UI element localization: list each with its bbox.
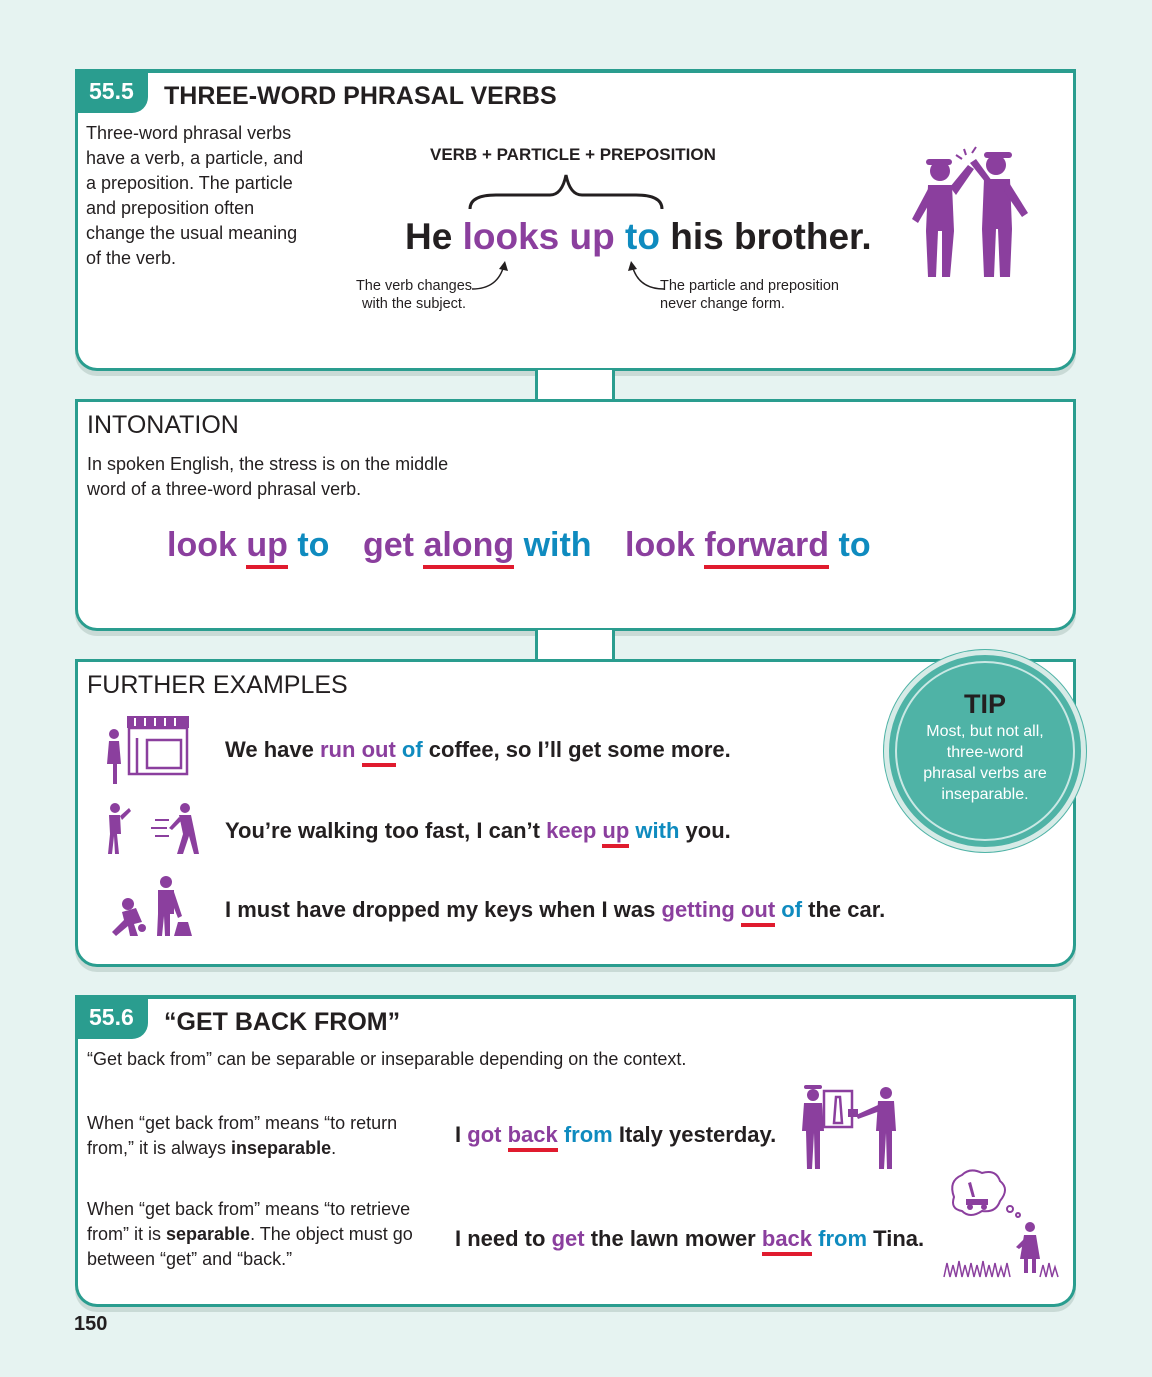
example-sentence <box>405 216 872 258</box>
intonation-panel <box>75 399 1076 631</box>
tip-text: Most, but not all, three-word phrasal verbs are inseparable. <box>923 723 1047 803</box>
gb-example-2-after: Tina. <box>873 1226 925 1251</box>
gb-example-2-verb: get <box>551 1226 585 1251</box>
example-3-before: I must have dropped my keys when I was <box>225 897 656 922</box>
gb-example-2-particle: back <box>762 1226 812 1256</box>
dropped-keys-icon <box>108 876 198 938</box>
phrase-2-particle: along <box>423 526 514 569</box>
example-2-after: you. <box>685 818 731 843</box>
gb-example-2-before: I need to <box>455 1226 546 1251</box>
section-number-55-5: 55.5 <box>75 69 148 113</box>
intonation-title: INTONATION <box>87 411 239 439</box>
page-number: 150 <box>74 1313 108 1335</box>
gb-example-1-preposition: from <box>563 1122 613 1147</box>
gb-example-1-verb: got <box>467 1122 502 1147</box>
example-1-particle: out <box>362 737 396 767</box>
connector-1 <box>535 370 615 402</box>
walking-people-icon <box>103 802 203 858</box>
section-intro-55-6: “Get back from” can be separable or inseparable depending on the context. <box>87 1049 687 1069</box>
example-particle: up <box>569 216 615 257</box>
further-examples-title: FURTHER EXAMPLES <box>87 671 348 699</box>
get-back-example-2 <box>455 1226 924 1252</box>
phrase-1-verb: look <box>167 526 237 564</box>
formula-label: VERB + PARTICLE + PREPOSITION <box>430 145 716 164</box>
phrase-2-preposition: with <box>523 526 592 564</box>
phrase-2-verb: get <box>363 526 414 564</box>
example-2-particle: up <box>602 818 629 848</box>
phrase-3-preposition: to <box>838 526 871 564</box>
caption-particle-never-changes: The particle and preposition never change form. <box>660 278 839 312</box>
example-3 <box>225 897 885 923</box>
case-separable-bold: separable <box>166 1224 251 1244</box>
example-1-preposition: of <box>401 737 423 762</box>
gb-example-1-after: Italy yesterday. <box>618 1122 777 1147</box>
intonation-phrase-1 <box>167 526 329 565</box>
caption-verb-changes: The verb changes with the subject. <box>355 278 473 312</box>
gb-example-2-middle: the lawn mower <box>590 1226 756 1251</box>
intonation-text: In spoken English, the stress is on the middle word of a three-word phrasal verb. <box>87 454 449 499</box>
connector-2 <box>535 630 615 662</box>
tip-circle <box>884 650 1086 852</box>
example-3-particle: out <box>741 897 775 927</box>
example-preposition: to <box>625 216 660 257</box>
phrase-1-preposition: to <box>297 526 330 564</box>
section-55-5 <box>75 69 1076 371</box>
case-separable <box>87 1197 432 1272</box>
example-2-preposition: with <box>635 818 680 843</box>
example-1-verb: run <box>319 737 356 762</box>
example-3-preposition: of <box>781 897 803 922</box>
phrase-1-particle: up <box>246 526 288 569</box>
example-2-before: You’re walking too fast, I can’t <box>225 818 540 843</box>
get-back-example-1 <box>455 1122 776 1148</box>
intonation-phrase-3 <box>625 526 871 565</box>
section-title-55-6: “GET BACK FROM” <box>164 1008 401 1036</box>
example-rest: his brother. <box>670 216 872 257</box>
section-intro-55-5: Three-word phrasal verbs have a verb, a particle, and a preposition. The particle and preposition often change the usual meaning of the verb. <box>86 123 304 268</box>
phrase-3-particle: forward <box>704 526 829 569</box>
example-1-after: coffee, so I’ll get some more. <box>428 737 731 762</box>
shop-icon <box>103 712 193 786</box>
tip-heading: TIP <box>963 689 1006 719</box>
section-55-6 <box>75 995 1076 1307</box>
case-inseparable-bold: inseparable <box>231 1138 332 1158</box>
section-title-55-5: THREE-WORD PHRASAL VERBS <box>164 82 557 110</box>
example-2-verb: keep <box>546 818 597 843</box>
lawn-mower-thought-icon <box>944 1167 1064 1281</box>
case-separable-text-b: . The object must go between “get” and “back.” <box>87 1224 413 1269</box>
example-3-after: the car. <box>808 897 886 922</box>
travel-gift-icon <box>794 1085 914 1171</box>
case-inseparable-text-b: . <box>331 1138 337 1158</box>
example-subject: He <box>405 216 453 257</box>
gb-example-2-preposition: from <box>818 1226 868 1251</box>
case-inseparable-text-a: When “get back from” means “to return from,” it is always <box>87 1113 398 1158</box>
example-1-before: We have <box>225 737 314 762</box>
example-3-verb: getting <box>661 897 735 922</box>
example-verb: looks <box>462 216 560 257</box>
high-five-icon <box>904 149 1044 281</box>
section-number-55-6: 55.6 <box>75 995 148 1039</box>
gb-example-1-particle: back <box>508 1122 558 1152</box>
arrow-left-icon <box>468 259 518 293</box>
case-separable-text-a: When “get back from” means “to retrieve from” it is <box>87 1199 411 1244</box>
phrase-3-verb: look <box>625 526 695 564</box>
case-inseparable <box>87 1111 417 1161</box>
example-2 <box>225 818 731 844</box>
intonation-phrase-2 <box>363 526 592 565</box>
brace-icon <box>466 171 666 211</box>
example-1 <box>225 737 731 763</box>
gb-example-1-before: I <box>455 1122 462 1147</box>
